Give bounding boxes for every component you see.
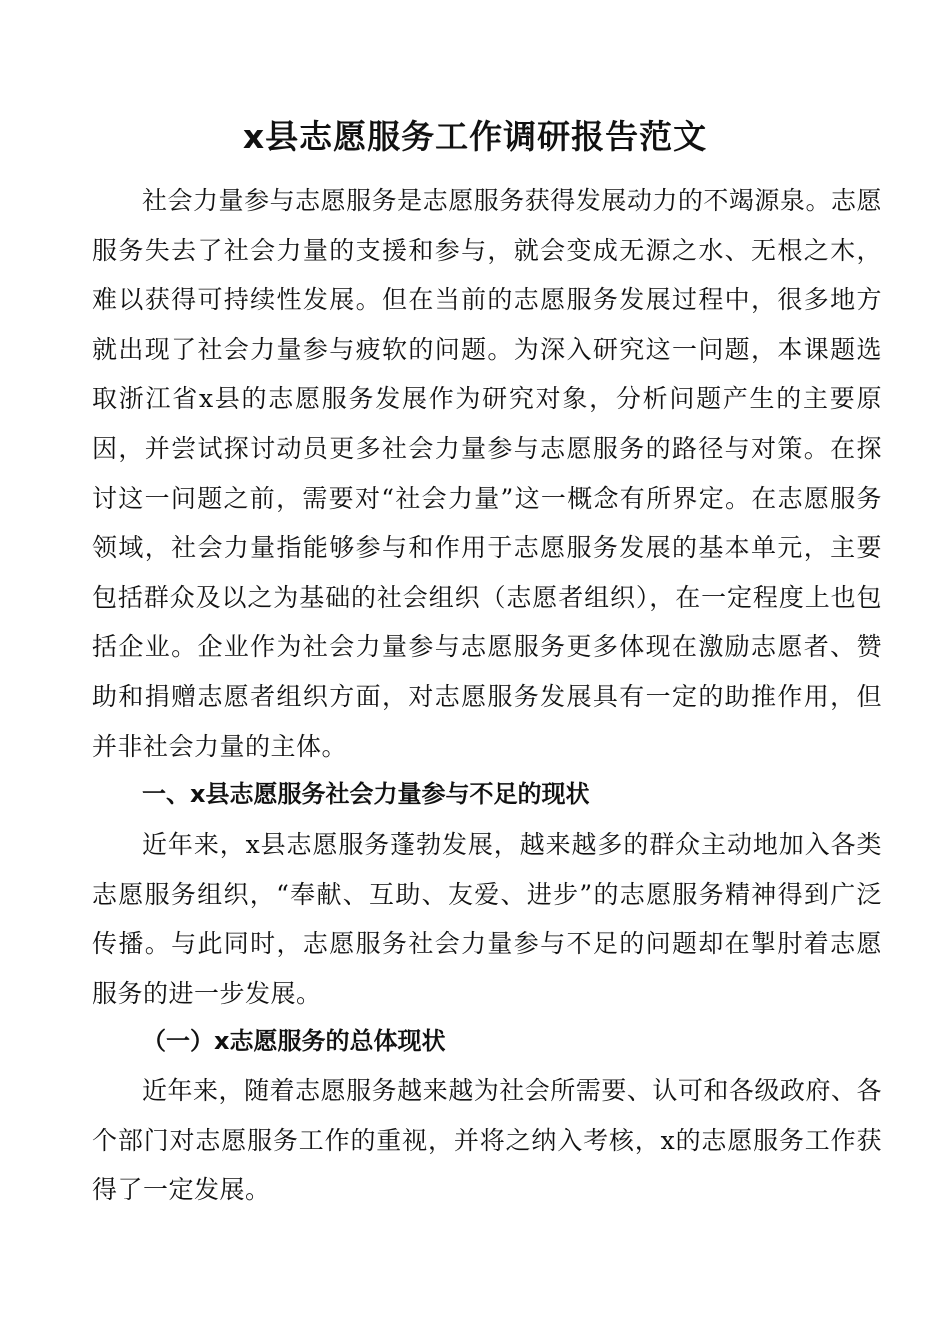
section-1-paragraph-block bbox=[92, 820, 882, 1018]
section-1-paragraph: 近年来，x县志愿服务蓬勃发展，越来越多的群众主动地加入各类志愿服务组织，“奉献、互助、友爱、进步”的志愿服务精神得到广泛传播。与此同时，志愿服务社会力量参与不足的问题却在掣肘着志愿服务的进一步发展。 bbox=[92, 830, 882, 1008]
intro-paragraph: 社会力量参与志愿服务是志愿服务获得发展动力的不竭源泉。志愿服务失去了社会力量的支援和参与，就会变成无源之水、无根之木，难以获得可持续性发展。但在当前的志愿服务发展过程中，很多地方就出现了社会力量参与疲软的问题。为深入研究这一问题，本课题选取浙江省x县的志愿服务发展作为研究对象，分析问题产生的主要原因，并尝试探讨动员更多社会力量参与志愿服务的路径与对策。在探讨这一问题之前，需要对“社会力量”这一概念有所界定。在志愿服务领域，社会力量指能够参与和作用于志愿服务发展的基本单元，主要包括群众及以之为基础的社会组织（志愿者组织），在一定程度上也包括企业。企业作为社会力量参与志愿服务更多体现在激励志愿者、赞助和捐赠志愿者组织方面，对志愿服务发展具有一定的助推作用，但并非社会力量的主体。 bbox=[92, 186, 882, 761]
subsection-1-paragraph: 近年来，随着志愿服务越来越为社会所需要、认可和各级政府、各个部门对志愿服务工作的重视，并将之纳入考核，x的志愿服务工作获得了一定发展。 bbox=[92, 1076, 882, 1205]
document-title: x县志愿服务工作调研报告范文 bbox=[242, 117, 708, 156]
intro-paragraph-block bbox=[92, 176, 882, 771]
section-heading-1: 一、x县志愿服务社会力量参与不足的现状 bbox=[142, 780, 590, 808]
subsection-heading-1: （一）x志愿服务的总体现状 bbox=[142, 1027, 446, 1055]
subsection-1-paragraph-block bbox=[92, 1066, 882, 1215]
